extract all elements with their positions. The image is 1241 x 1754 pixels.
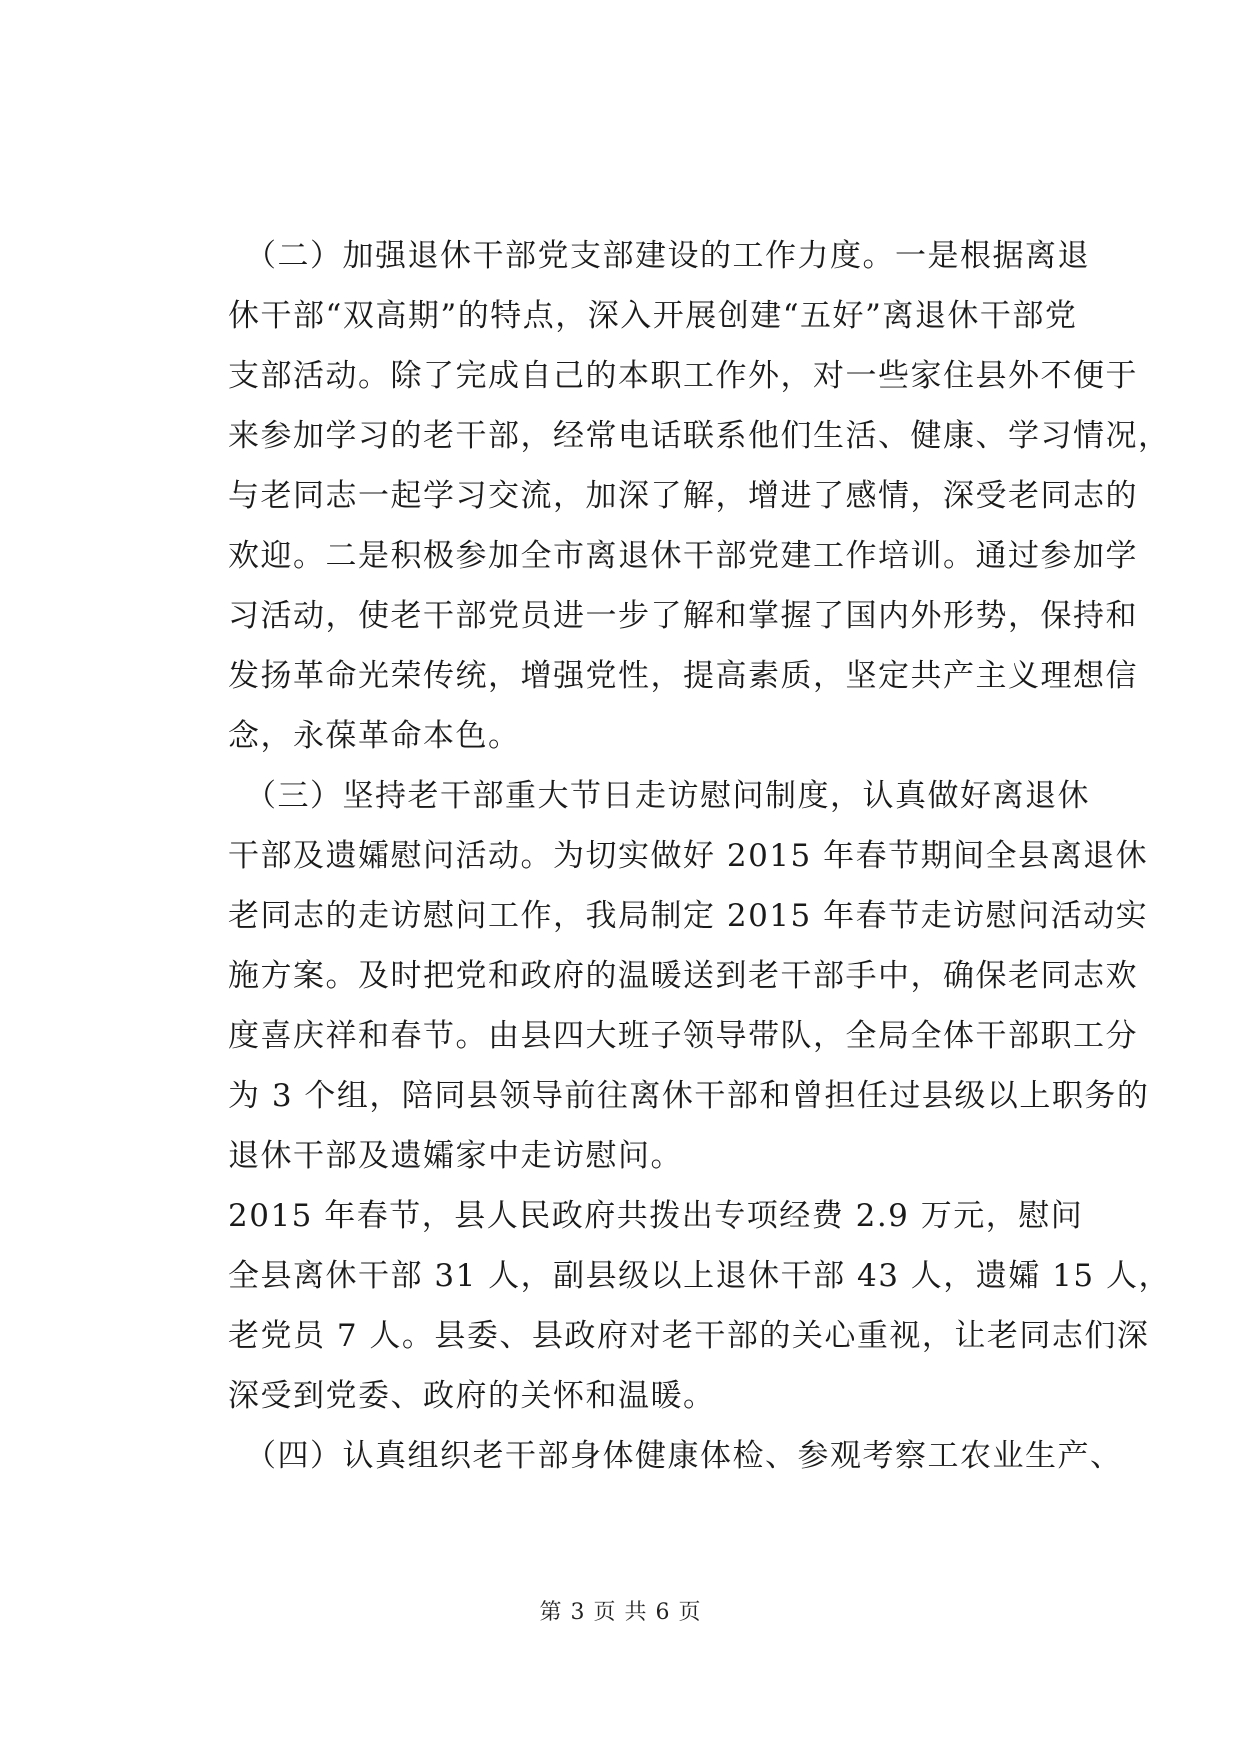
text-line: 度喜庆祥和春节。由县四大班子领导带队，全局全体干部职工分 bbox=[228, 1018, 1138, 1054]
text-line: 习活动，使老干部党员进一步了解和掌握了国内外形势，保持和 bbox=[228, 598, 1138, 634]
text-line: 全县离休干部 31 人，副县级以上退休干部 43 人，遗孀 15 人， bbox=[228, 1258, 1171, 1294]
text-line: 与老同志一起学习交流，加深了解，增进了感情，深受老同志的 bbox=[228, 478, 1138, 514]
page-number-footer: 第 3 页 共 6 页 bbox=[539, 1600, 702, 1625]
text-line: （二）加强退休干部党支部建设的工作力度。一是根据离退 bbox=[228, 238, 1090, 274]
text-line: 老同志的走访慰问工作，我局制定 2015 年春节走访慰问活动实 bbox=[228, 898, 1149, 934]
text-line: 念，永葆革命本色。 bbox=[228, 718, 521, 754]
text-line: 来参加学习的老干部，经常电话联系他们生活、健康、学习情况， bbox=[228, 418, 1171, 454]
text-line: 深受到党委、政府的关怀和温暖。 bbox=[228, 1378, 716, 1414]
text-line: 支部活动。除了完成自己的本职工作外，对一些家住县外不便于 bbox=[228, 358, 1138, 394]
text-line: 2015 年春节，县人民政府共拨出专项经费 2.9 万元，慰问 bbox=[228, 1198, 1084, 1234]
text-line: 施方案。及时把党和政府的温暖送到老干部手中，确保老同志欢 bbox=[228, 958, 1138, 994]
text-line: （三）坚持老干部重大节日走访慰问制度，认真做好离退休 bbox=[228, 778, 1090, 814]
text-line: 欢迎。二是积极参加全市离退休干部党建工作培训。通过参加学 bbox=[228, 538, 1138, 574]
text-line: （四）认真组织老干部身体健康体检、参观考察工农业生产、 bbox=[228, 1438, 1123, 1474]
text-line: 退休干部及遗孀家中走访慰问。 bbox=[228, 1138, 683, 1174]
text-line: 发扬革命光荣传统，增强党性，提高素质，坚定共产主义理想信 bbox=[228, 658, 1138, 694]
text-line: 干部及遗孀慰问活动。为切实做好 2015 年春节期间全县离退休 bbox=[228, 838, 1149, 874]
text-line: 老党员 7 人。县委、县政府对老干部的关心重视，让老同志们深 bbox=[228, 1318, 1150, 1354]
text-line: 为 3 个组，陪同县领导前往离休干部和曾担任过县级以上职务的 bbox=[228, 1078, 1150, 1114]
text-line: 休干部“双高期”的特点，深入开展创建“五好”离退休干部党 bbox=[228, 298, 1078, 334]
